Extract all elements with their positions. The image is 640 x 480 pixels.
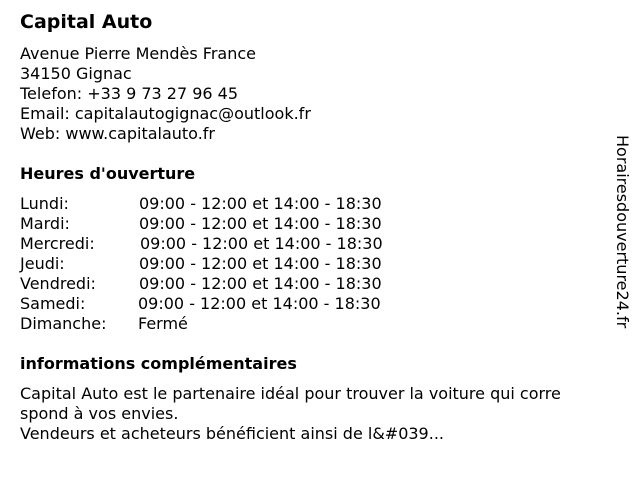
hours-row-tuesday bbox=[20, 214, 440, 234]
hours-row-friday bbox=[20, 274, 440, 294]
day-label: Samedi: bbox=[20, 294, 86, 313]
day-label: Mercredi: bbox=[20, 234, 95, 253]
address-street: Avenue Pierre Mendès France bbox=[20, 44, 256, 63]
hours-value: 09:00 - 12:00 et 14:00 - 18:30 bbox=[139, 194, 382, 213]
email-address: Email: capitalautogignac@outlook.fr bbox=[20, 104, 311, 123]
day-label: Lundi: bbox=[20, 194, 69, 213]
additional-info-heading: informations complémentaires bbox=[20, 354, 297, 373]
phone-number: Telefon: +33 9 73 27 96 45 bbox=[20, 84, 239, 103]
hours-row-monday bbox=[20, 194, 440, 214]
address-postal-city: 34150 Gignac bbox=[20, 64, 132, 83]
day-label: Mardi: bbox=[20, 214, 70, 233]
description-line-2: spond à vos envies. bbox=[20, 404, 179, 423]
business-name: Capital Auto bbox=[20, 11, 153, 33]
day-label: Jeudi: bbox=[20, 254, 65, 273]
hours-row-wednesday bbox=[20, 234, 440, 254]
hours-row-sunday bbox=[20, 314, 440, 334]
opening-hours-heading: Heures d'ouverture bbox=[20, 164, 196, 183]
hours-value: 09:00 - 12:00 et 14:00 - 18:30 bbox=[139, 254, 382, 273]
hours-value: Fermé bbox=[138, 314, 188, 333]
hours-row-saturday bbox=[20, 294, 440, 314]
site-watermark: Horairesdouverture24.fr bbox=[613, 135, 632, 329]
hours-value: 09:00 - 12:00 et 14:00 - 18:30 bbox=[138, 294, 381, 313]
description-line-1: Capital Auto est le partenaire idéal pour trouver la voiture qui corre bbox=[20, 384, 561, 403]
day-label: Dimanche: bbox=[20, 314, 107, 333]
hours-row-thursday bbox=[20, 254, 440, 274]
hours-value: 09:00 - 12:00 et 14:00 - 18:30 bbox=[139, 214, 382, 233]
website: Web: www.capitalauto.fr bbox=[20, 124, 215, 143]
hours-value: 09:00 - 12:00 et 14:00 - 18:30 bbox=[140, 234, 383, 253]
description-line-3: Vendeurs et acheteurs bénéficient ainsi de l&#039... bbox=[20, 424, 444, 443]
day-label: Vendredi: bbox=[20, 274, 96, 293]
hours-value: 09:00 - 12:00 et 14:00 - 18:30 bbox=[139, 274, 382, 293]
